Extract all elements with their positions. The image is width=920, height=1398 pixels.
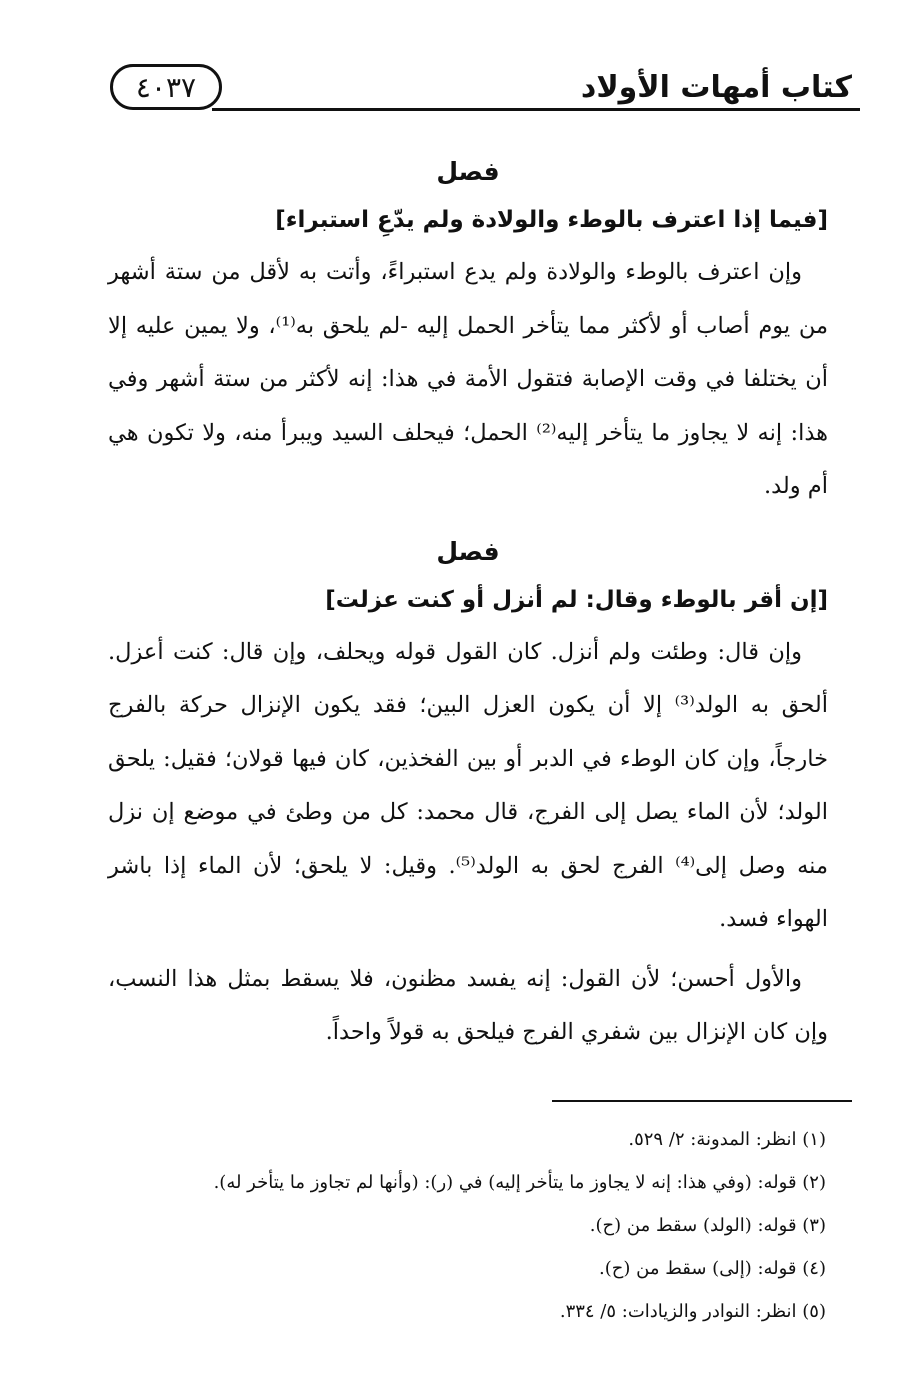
paragraph: وإن اعترف بالوطء والولادة ولم يدع استبراءً، وأتت به لأقل من ستة أشهر من يوم أصاب أو لأكثر مما يتأخر الحمل إليه -لم يلحق به⁽¹⁾، ولا يمين عليه إلا أن يختلفا في وقت الإصابة فتقول الأمة في هذا: إنه لأكثر من ستة أشهر وفي هذا: إنه لا يجاوز ما يتأخر إليه⁽²⁾ الحمل؛ فيحلف السيد ويبرأ منه، ولا تكون هي أم ولد.	[108, 259, 829, 499]
section-heading: [فيما إذا اعترف بالوطء والولادة ولم يدّعِ استبراء]	[275, 207, 828, 233]
section-label: فصل	[436, 157, 500, 186]
header-rule	[212, 108, 860, 111]
footnote: (٢) قوله: (وفي هذا: إنه لا يجاوز ما يتأخر إليه) في (ر): (وأنها لم تجاوز ما يتأخر له).	[213, 1172, 826, 1193]
paragraph: والأول أحسن؛ لأن القول: إنه يفسد مظنون، فلا يسقط بمثل هذا النسب، وإن كان الإنزال بين شفري الفرج فيلحق به قولاً واحداً.	[108, 965, 828, 1045]
footnote: (٤) قوله: (إلى) سقط من (ح).	[599, 1258, 826, 1279]
page-header	[100, 58, 860, 120]
section-heading: [إن أقر بالوطء وقال: لم أنزل أو كنت عزلت]	[325, 586, 828, 613]
footnotes	[106, 1118, 826, 1333]
section-label: فصل	[436, 536, 500, 566]
page-number-frame	[110, 64, 222, 110]
page-number: ٤٠٣٧	[135, 71, 197, 104]
footnote: (١) انظر: المدونة: ٢/ ٥٢٩.	[628, 1129, 826, 1150]
paragraph: وإن قال: وطئت ولم أنزل. كان القول قوله ويحلف، وإن قال: كنت أعزل. ألحق به الولد⁽³⁾ إلا أن يكون العزل البين؛ فقد يكون الإنزال حركة بالفرج خارجاً، وإن كان الوطء في الدبر أو بين الفخذين، كان فيها قولان؛ فقيل: يلحق الولد؛ لأن الماء يصل إلى الفرج، قال محمد: كل من وطئ في موضع إن نزل منه وصل إلى⁽⁴⁾ الفرج لحق به الولد⁽⁵⁾. وقيل: لا يلحق؛ لأن الماء إذا باشر الهواء فسد.	[108, 638, 828, 932]
footnote: (٥) انظر: النوادر والزيادات: ٥/ ٣٣٤.	[559, 1301, 826, 1322]
footnote-separator	[552, 1100, 852, 1102]
main-text	[108, 150, 828, 1060]
book-title: كتاب أمهات الأولاد	[580, 70, 852, 105]
footnote: (٣) قوله: (الولد) سقط من (ح).	[589, 1215, 826, 1236]
